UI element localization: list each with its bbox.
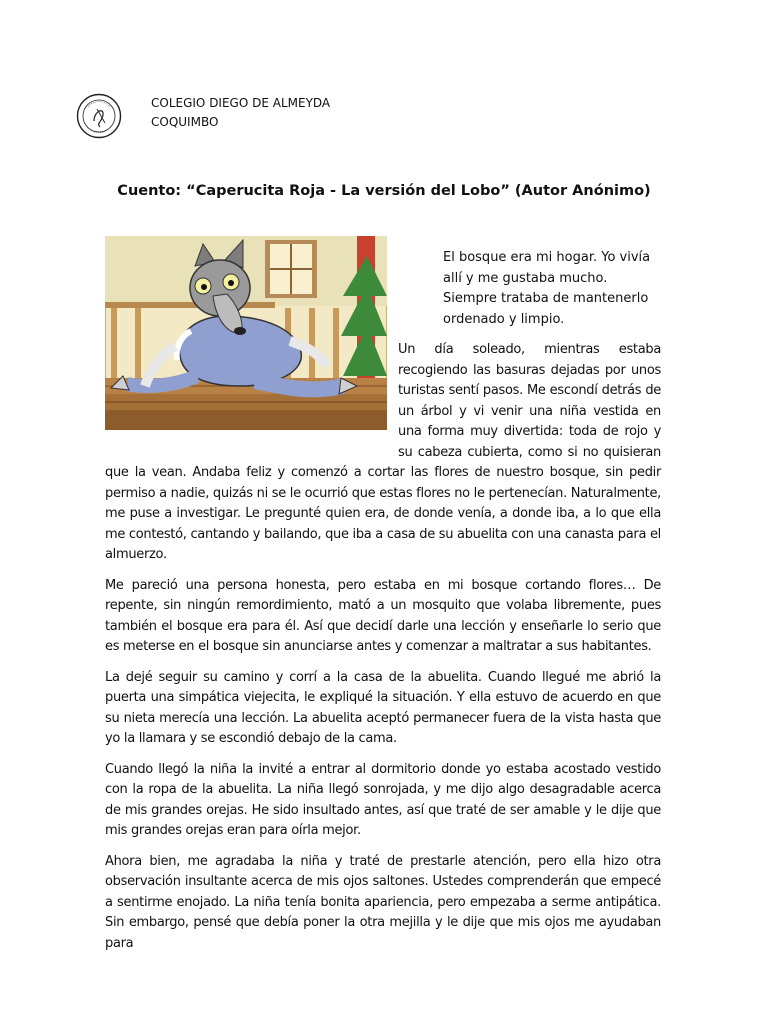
story-paragraph-1: Un día soleado, mientras estaba recogiendo las basuras dejadas por unos turistas sentí pasos. Me escondí detrás de un árbol y vi venir una niña vestida en una forma muy divertida: toda de rojo y su cabeza cubierta, como si no quisieran que la vean. Andaba feliz y comenzó a cortar las flores de nuestro bosque, sin pedir permiso a nadie, quizás ni se le ocurrió que estas flores no le pertenecían. Naturalmente, me puse a investigar. Le pregunté quien era, de donde venía, a donde iba, a lo que ella me contestó, cantando y bailando, que iba a casa de su abuelita con una canasta para el almuerzo. [105,342,661,562]
image-wrap-spacer [105,340,398,444]
school-header [151,94,330,132]
story-body [105,340,661,964]
school-city: COQUIMBO [151,115,219,129]
story-paragraph-2: Me pareció una persona honesta, pero estaba en mi bosque cortando flores… De repente, sin ningún remordimiento, mató a un mosquito que volaba libremente, pues también el bosque era para él. Así que decidí darle una lección y enseñarle lo serio que es meterse en el bosque sin anunciarse antes y comenzar a maltratar a sus habitantes. [105,577,661,654]
document-title: Cuento: “Caperucita Roja - La versión del Lobo” (Autor Anónimo) [117,183,651,199]
intro-paragraph: El bosque era mi hogar. Yo vivía allí y me gustaba mucho. Siempre trataba de mantenerlo ordenado y limpio. [443,250,651,327]
school-seal-logo [76,93,122,139]
school-name: COLEGIO DIEGO DE ALMEYDA [151,96,331,110]
story-paragraph-3: La dejé seguir su camino y corrí a la casa de la abuelita. Cuando llegué me abrió la puerta una simpática viejecita, le expliqué la situación. Y ella estuvo de acuerdo en que su nieta merecía una lección. La abuelita aceptó permanecer fuera de la vista hasta que yo la llamara y se escondió debajo de la cama. [105,669,661,746]
story-paragraph-4: Cuando llegó la niña la invité a entrar al dormitorio donde yo estaba acostado vestido con la ropa de la abuelita. La niña llegó sonrojada, y me dijo algo desagradable acerca de mis grandes orejas. He sido insultado antes, así que traté de ser amable y le dije que mis grandes orejas eran para oírla mejor. [105,761,661,838]
story-paragraph-5: Ahora bien, me agradaba la niña y traté de prestarle atención, pero ella hizo otra observación insultante acerca de mis ojos saltones. Ustedes comprenderán que empecé a sentirme enojado. La niña tenía bonita apariencia, pero empezaba a serme antipática. Sin embargo, pensé que debía poner la otra mejilla y le dije que mis ojos me ayudaban para [105,853,661,951]
